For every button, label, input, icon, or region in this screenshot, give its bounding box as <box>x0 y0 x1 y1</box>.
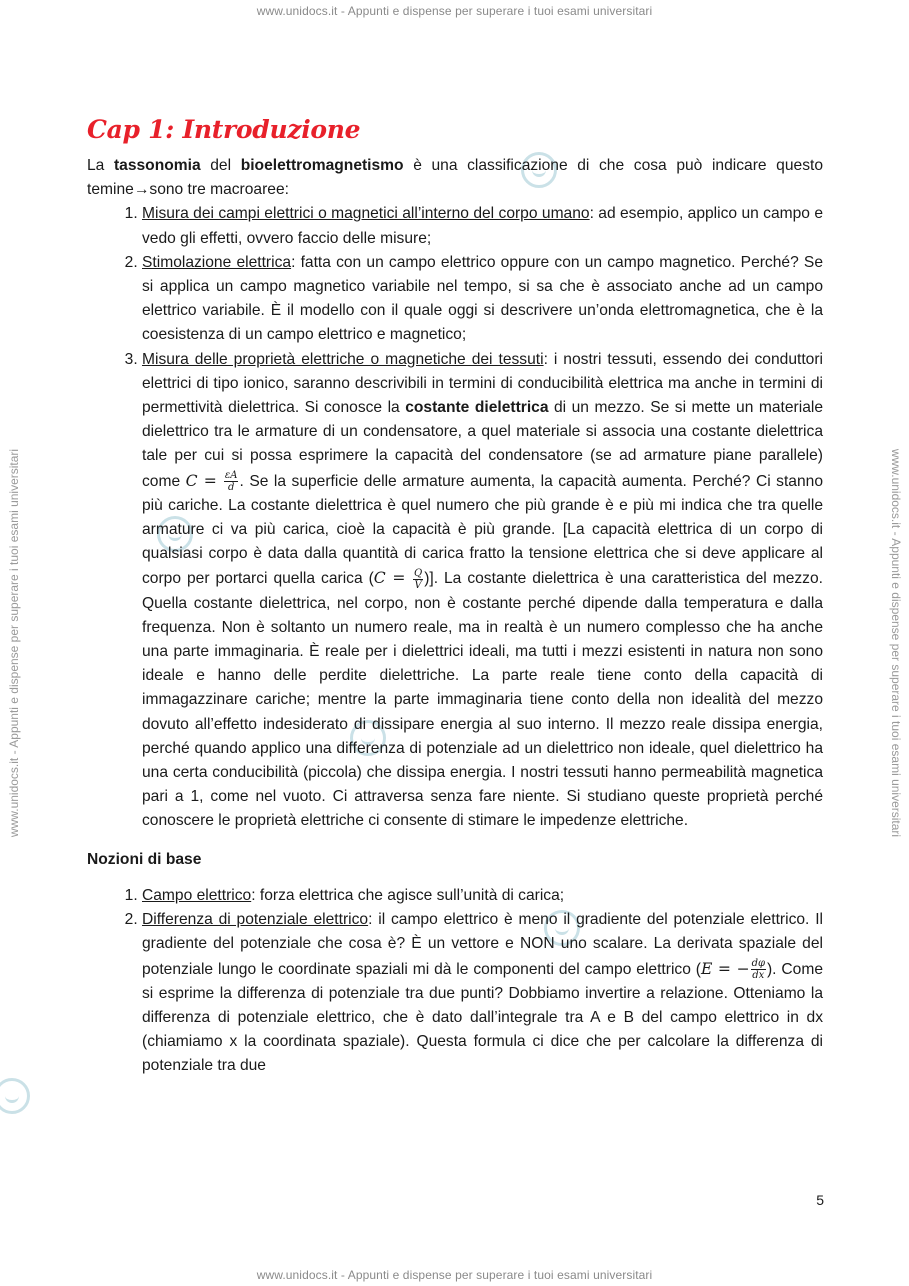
arrow-icon: → <box>133 181 150 199</box>
list-item: 1. Misura dei campi elettrici o magnetici all’interno del corpo umano: ad esempio, applico un campo e vedo gli effetti, ovvero faccio delle misure; <box>142 202 823 250</box>
capacitance-formula: C = $\frac{\varepsilon A}{d}$ <box>185 470 238 494</box>
intro-paragraph: La tassonomia del bioelettromagnetismo è una classificazione di che cosa può indicare questo temine→sono tre macroaree: <box>87 157 823 199</box>
electric-field-formula: E = − $\frac{d\varphi}{dx}$ <box>700 958 765 981</box>
section-heading: Nozioni di base <box>87 850 202 868</box>
list-item: 1. Campo elettrico: forza elettrica che agisce sull’unità di carica; <box>142 884 823 908</box>
list-item: 2. Differenza di potenziale elettrico: il campo elettrico è meno il gradiente del potenziale elettrico. Il gradiente del potenziale che cosa è? È un vettore e NON uno scalare. La derivata spaziale del potenziale lungo le coordinate spaziali mi dà le componenti del campo elettrico (E = − $\frac{d\varphi}{dx}$ ). Come si esprime la differenza di potenziale tra due punti? Dobbiamo invertire a relazione. Otteniamo la differenza di potenziale elettrico, che è dato dall’integrale tra A e B del campo elettrico in dx (chiamiamo x la coordinata spaziale). Questa formula ci dice che per calcolare la differenza di potenziale tra due <box>142 908 823 1078</box>
footer-watermark: www.unidocs.it - Appunti e dispense per superare i tuoi esami universitari <box>256 1268 653 1282</box>
document-body <box>87 112 823 1079</box>
charge-voltage-formula: C = $\frac{Q}{V}$ <box>373 567 423 591</box>
macroareas-list <box>87 202 823 833</box>
chapter-title: Cap 1: Introduzione <box>87 115 361 144</box>
page-number: 5 <box>816 1192 824 1208</box>
header-watermark: www.unidocs.it - Appunti e dispense per superare i tuoi esami universitari <box>256 4 653 18</box>
left-side-watermark: www.unidocs.it - Appunti e dispense per superare i tuoi esami universitari <box>7 448 21 838</box>
right-side-watermark: www.unidocs.it - Appunti e dispense per superare i tuoi esami universitari <box>889 448 903 838</box>
unidocs-logo-icon <box>0 1078 30 1114</box>
list-item: 2. Stimolazione elettrica: fatta con un campo elettrico oppure con un campo magnetico. Perché? Se si applica un campo magnetico variabile nel tempo, si sa che è associato anche ad un campo elettrico variabile. È il modello con il quale oggi si descrivere un’onda elettromagnetica, che è la coesistenza di un campo elettrico e magnetico; <box>142 251 823 348</box>
list-item: 3. Misura delle proprietà elettriche o magnetiche dei tessuti: i nostri tessuti, essendo dei conduttori elettrici di tipo ionico, saranno descrivibili in termini di conducibilità elettrica ma anche in termini di permettività dielettrica. Si conosce la costante dielettrica di un mezzo. Se si mette un materiale dielettrico tra le armature di un condensatore, a quel materiale si associa una costante dielettrica tale per cui si possa esprimere la capacità del condensatore (se ad armature piane parallele) come C = $\frac{\varepsilon A}{d}$ . Se la superficie delle armature aumenta, la capacità aumenta. Perché? Ci stanno più cariche. La costante dielettrica è quel numero che più grande è e più mi indica che tra quelle armature ci va più carica, cioè la capacità è più grande. [La capacità elettrica di un corpo di qualsiasi corpo è data dalla quantità di carica fratto la tensione elettrica che si deve applicare al corpo per portarci quella carica (C = $\frac{Q}{V}$ )]. La costante dielettrica è una caratteristica del mezzo. Quella costante dielettrica, nel corpo, non è costante perché dipende dalla temperatura e dalla frequenza. Non è soltanto un numero reale, ma in realtà è un numero complesso che ha anche una parte immaginaria. È reale per i dielettrici ideali, ma tutti i mezzi esistenti in natura non sono ideale e hanno delle perdite dielettriche. La parte reale tiene conto della capacità di immagazzinare cariche; mentre la parte immaginaria tiene conto della non idealità del mezzo dovuto all’effetto indesiderato di dissipare energia al suo interno. Il mezzo reale dissipa energia, perché quando applico una differenza di potenziale ad un dielettrico non ideale, quel dielettrico ha una certa conducibilità (piccola) che dissipa energia. I nostri tessuti hanno permeabilità magnetica pari a 1, come nel vuoto. Ci attraversa senza fare niente. Si studiano queste proprietà perché conoscere le proprietà elettriche ci consente di stimare le impedenze elettriche. <box>142 348 823 834</box>
basics-list <box>87 884 823 1079</box>
